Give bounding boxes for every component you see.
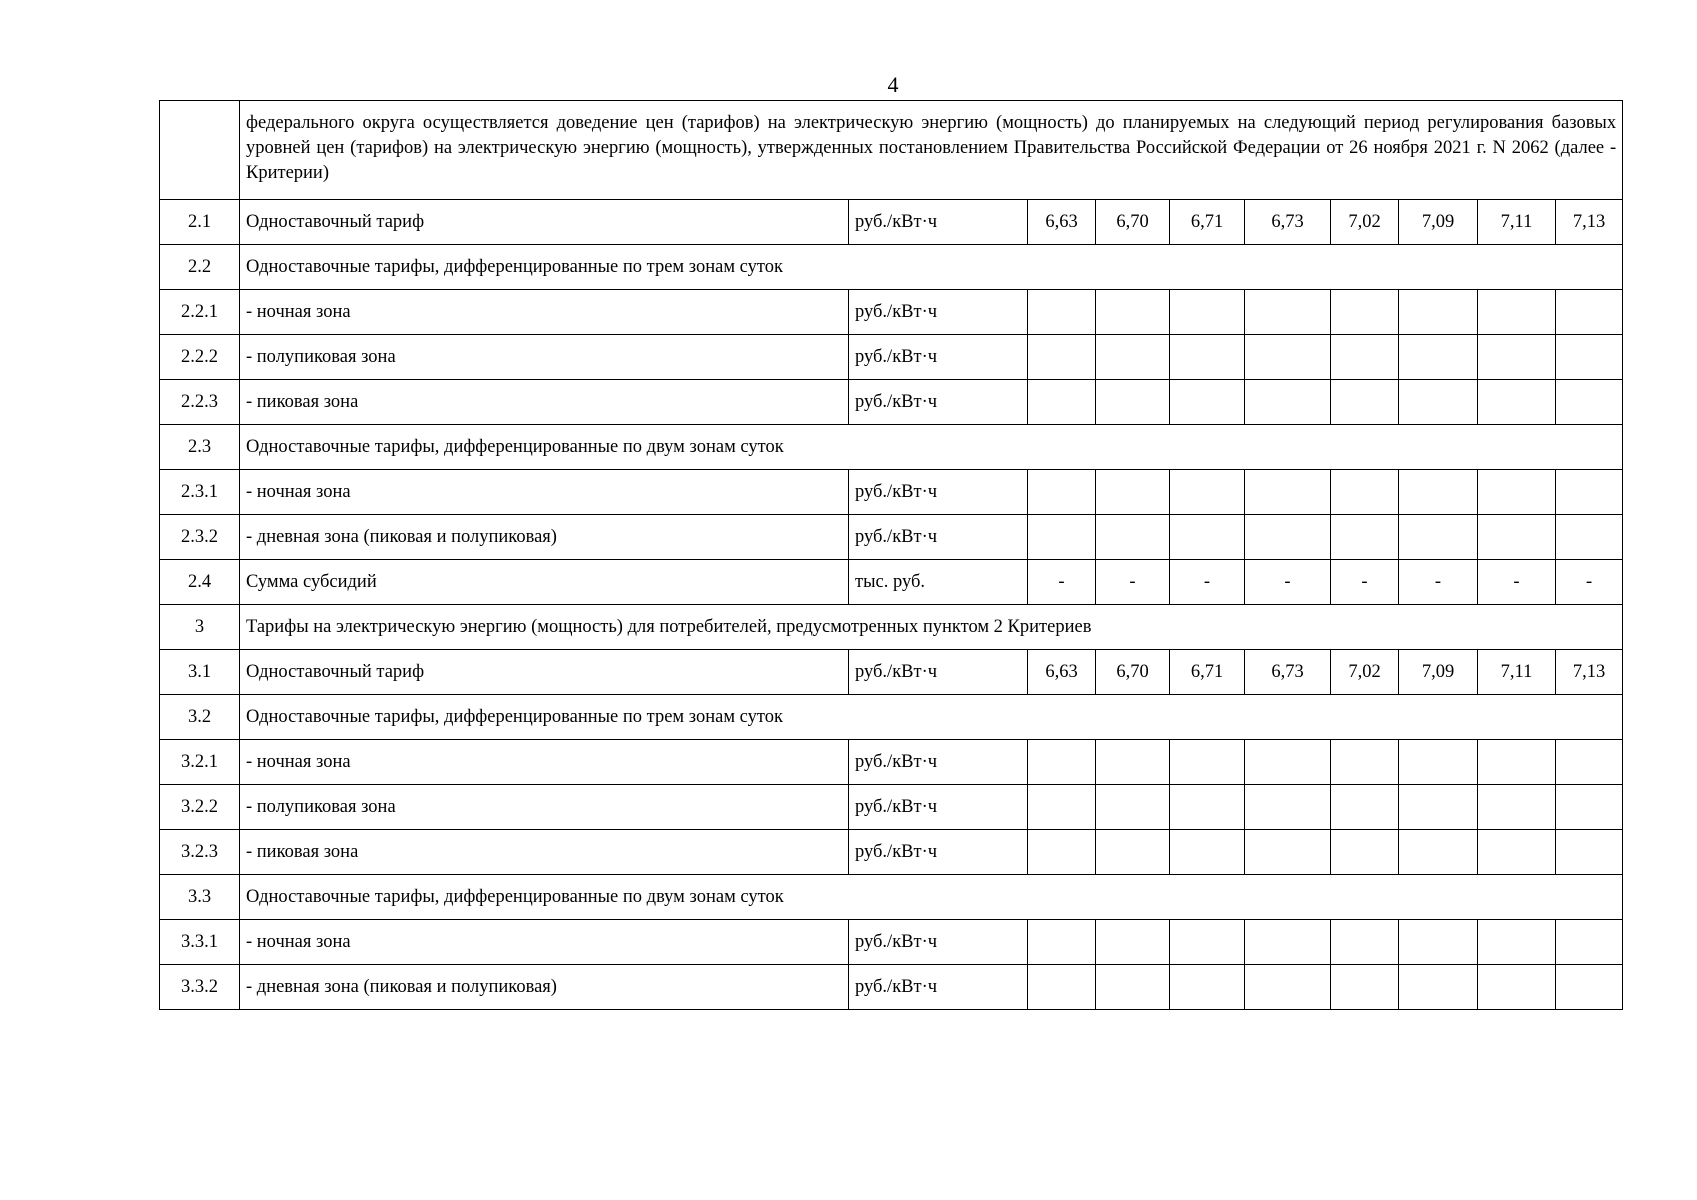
value-cell [1556, 335, 1623, 380]
value-cell [1478, 290, 1556, 335]
row-number: 2.3 [160, 425, 240, 470]
value-cell [1245, 965, 1331, 1010]
value-cell [1028, 920, 1096, 965]
value-cell: - [1170, 560, 1245, 605]
value-cell: 7,11 [1478, 650, 1556, 695]
value-cell [1399, 470, 1478, 515]
value-cell: 6,73 [1245, 200, 1331, 245]
intro-text-cell: федерального округа осуществляется доведение цен (тарифов) на электрическую энергию (мощность) до планируемых на следующий период регулирования базовых уровней цен (тарифов) на электрическую энергию (мощность), утвержденных постановлением Правительства Российской Федерации от 26 ноября 2021 г. N 2062 (далее - Критерии) [240, 101, 1623, 200]
row-unit: руб./кВт·ч [849, 470, 1028, 515]
value-cell [1399, 290, 1478, 335]
value-cell: - [1245, 560, 1331, 605]
row-label: Тарифы на электрическую энергию (мощность) для потребителей, предусмотренных пунктом 2 Критериев [240, 605, 1623, 650]
row-label: - дневная зона (пиковая и полупиковая) [240, 965, 849, 1010]
table-row-intro [160, 101, 1623, 200]
value-cell [1170, 470, 1245, 515]
value-cell: 7,13 [1556, 200, 1623, 245]
row-number: 2.1 [160, 200, 240, 245]
value-cell [1399, 380, 1478, 425]
row-unit: руб./кВт·ч [849, 920, 1028, 965]
row-number: 2.2 [160, 245, 240, 290]
value-cell [1096, 965, 1170, 1010]
value-cell [1478, 380, 1556, 425]
value-cell [1096, 920, 1170, 965]
value-cell [1170, 335, 1245, 380]
row-unit: тыс. руб. [849, 560, 1028, 605]
value-cell [1028, 965, 1096, 1010]
row-label: Сумма субсидий [240, 560, 849, 605]
row-number: 3.2.2 [160, 785, 240, 830]
table-row [160, 830, 1623, 875]
value-cell [1399, 920, 1478, 965]
row-label: - ночная зона [240, 290, 849, 335]
value-cell [1245, 380, 1331, 425]
value-cell [1170, 380, 1245, 425]
row-label: - дневная зона (пиковая и полупиковая) [240, 515, 849, 560]
value-cell [1170, 920, 1245, 965]
row-label: Одноставочные тарифы, дифференцированные по двум зонам суток [240, 425, 1623, 470]
value-cell [1331, 515, 1399, 560]
value-cell: - [1556, 560, 1623, 605]
row-number: 2.2.3 [160, 380, 240, 425]
value-cell [1245, 515, 1331, 560]
value-cell [1096, 830, 1170, 875]
value-cell [1170, 965, 1245, 1010]
row-number: 3.2 [160, 695, 240, 740]
value-cell [1096, 515, 1170, 560]
value-cell [1399, 335, 1478, 380]
value-cell [1170, 785, 1245, 830]
row-label: - ночная зона [240, 470, 849, 515]
value-cell [1478, 920, 1556, 965]
row-number: 3 [160, 605, 240, 650]
row-number: 3.1 [160, 650, 240, 695]
row-label: - полупиковая зона [240, 335, 849, 380]
value-cell [1478, 515, 1556, 560]
value-cell [1331, 470, 1399, 515]
value-cell [1170, 515, 1245, 560]
row-unit: руб./кВт·ч [849, 290, 1028, 335]
value-cell [1245, 830, 1331, 875]
value-cell [1096, 290, 1170, 335]
value-cell [1399, 740, 1478, 785]
value-cell [1170, 830, 1245, 875]
value-cell: 7,13 [1556, 650, 1623, 695]
value-cell [1556, 470, 1623, 515]
table-row [160, 425, 1623, 470]
value-cell [1478, 740, 1556, 785]
value-cell [1096, 470, 1170, 515]
value-cell [1331, 290, 1399, 335]
table-row [160, 515, 1623, 560]
value-cell [1245, 740, 1331, 785]
value-cell [1096, 380, 1170, 425]
row-label: Одноставочный тариф [240, 650, 849, 695]
value-cell: 6,63 [1028, 200, 1096, 245]
table-row [160, 785, 1623, 830]
row-unit: руб./кВт·ч [849, 740, 1028, 785]
row-unit: руб./кВт·ч [849, 200, 1028, 245]
value-cell: - [1028, 560, 1096, 605]
value-cell [1399, 965, 1478, 1010]
value-cell [1028, 785, 1096, 830]
table-row [160, 965, 1623, 1010]
value-cell [1556, 965, 1623, 1010]
row-unit: руб./кВт·ч [849, 965, 1028, 1010]
value-cell [1028, 740, 1096, 785]
value-cell: 6,70 [1096, 650, 1170, 695]
table-row [160, 875, 1623, 920]
value-cell [1028, 830, 1096, 875]
value-cell [1245, 920, 1331, 965]
row-label: Одноставочный тариф [240, 200, 849, 245]
value-cell [1170, 740, 1245, 785]
table-row [160, 650, 1623, 695]
value-cell [1556, 920, 1623, 965]
value-cell [1096, 785, 1170, 830]
value-cell [1478, 470, 1556, 515]
value-cell: 7,02 [1331, 650, 1399, 695]
value-cell: - [1331, 560, 1399, 605]
value-cell [1028, 515, 1096, 560]
row-label: - пиковая зона [240, 380, 849, 425]
page-number: 4 [887, 72, 899, 97]
value-cell [1028, 335, 1096, 380]
row-label: - ночная зона [240, 740, 849, 785]
value-cell [1478, 830, 1556, 875]
value-cell: 6,71 [1170, 200, 1245, 245]
value-cell [1556, 830, 1623, 875]
value-cell [1331, 335, 1399, 380]
value-cell [1170, 290, 1245, 335]
value-cell: 6,70 [1096, 200, 1170, 245]
value-cell [1331, 785, 1399, 830]
table-row [160, 200, 1623, 245]
row-unit: руб./кВт·ч [849, 380, 1028, 425]
table-row [160, 380, 1623, 425]
value-cell [1245, 785, 1331, 830]
value-cell [1556, 515, 1623, 560]
value-cell [1331, 830, 1399, 875]
row-unit: руб./кВт·ч [849, 650, 1028, 695]
row-number: 2.2.2 [160, 335, 240, 380]
table-row [160, 335, 1623, 380]
table-row [160, 560, 1623, 605]
value-cell [1028, 470, 1096, 515]
value-cell [1556, 740, 1623, 785]
value-cell [1478, 965, 1556, 1010]
value-cell: 7,09 [1399, 200, 1478, 245]
value-cell [1399, 515, 1478, 560]
value-cell [1096, 740, 1170, 785]
table-row [160, 740, 1623, 785]
value-cell [1331, 965, 1399, 1010]
value-cell [1245, 290, 1331, 335]
row-number: 3.3.1 [160, 920, 240, 965]
value-cell: 7,02 [1331, 200, 1399, 245]
value-cell: - [1096, 560, 1170, 605]
row-number: 2.3.2 [160, 515, 240, 560]
value-cell [1028, 380, 1096, 425]
value-cell [1245, 335, 1331, 380]
value-cell: 6,63 [1028, 650, 1096, 695]
table-row [160, 470, 1623, 515]
row-number: 3.2.3 [160, 830, 240, 875]
table-row [160, 695, 1623, 740]
value-cell: 7,09 [1399, 650, 1478, 695]
value-cell [1556, 785, 1623, 830]
table-row [160, 245, 1623, 290]
row-unit: руб./кВт·ч [849, 830, 1028, 875]
row-number: 3.3.2 [160, 965, 240, 1010]
row-unit: руб./кВт·ч [849, 515, 1028, 560]
value-cell [1245, 470, 1331, 515]
value-cell: - [1478, 560, 1556, 605]
row-unit: руб./кВт·ч [849, 785, 1028, 830]
value-cell [1478, 785, 1556, 830]
value-cell [1399, 830, 1478, 875]
table-body [160, 101, 1623, 1010]
value-cell [1556, 290, 1623, 335]
row-number: 2.4 [160, 560, 240, 605]
row-number: 3.3 [160, 875, 240, 920]
row-label: - ночная зона [240, 920, 849, 965]
row-number: 3.2.1 [160, 740, 240, 785]
row-label: - пиковая зона [240, 830, 849, 875]
value-cell [1028, 290, 1096, 335]
value-cell [1478, 335, 1556, 380]
value-cell [1331, 740, 1399, 785]
row-number: 2.2.1 [160, 290, 240, 335]
value-cell [1096, 335, 1170, 380]
table-row [160, 920, 1623, 965]
table-row [160, 290, 1623, 335]
row-number-cell [160, 101, 240, 200]
value-cell [1331, 920, 1399, 965]
value-cell: - [1399, 560, 1478, 605]
value-cell: 6,73 [1245, 650, 1331, 695]
row-label: Одноставочные тарифы, дифференцированные по двум зонам суток [240, 875, 1623, 920]
row-number: 2.3.1 [160, 470, 240, 515]
value-cell [1399, 785, 1478, 830]
row-label: Одноставочные тарифы, дифференцированные по трем зонам суток [240, 245, 1623, 290]
value-cell [1331, 380, 1399, 425]
value-cell [1556, 380, 1623, 425]
tariff-table [159, 100, 1623, 1010]
table-row [160, 605, 1623, 650]
row-label: Одноставочные тарифы, дифференцированные по трем зонам суток [240, 695, 1623, 740]
row-unit: руб./кВт·ч [849, 335, 1028, 380]
value-cell: 7,11 [1478, 200, 1556, 245]
value-cell: 6,71 [1170, 650, 1245, 695]
row-label: - полупиковая зона [240, 785, 849, 830]
